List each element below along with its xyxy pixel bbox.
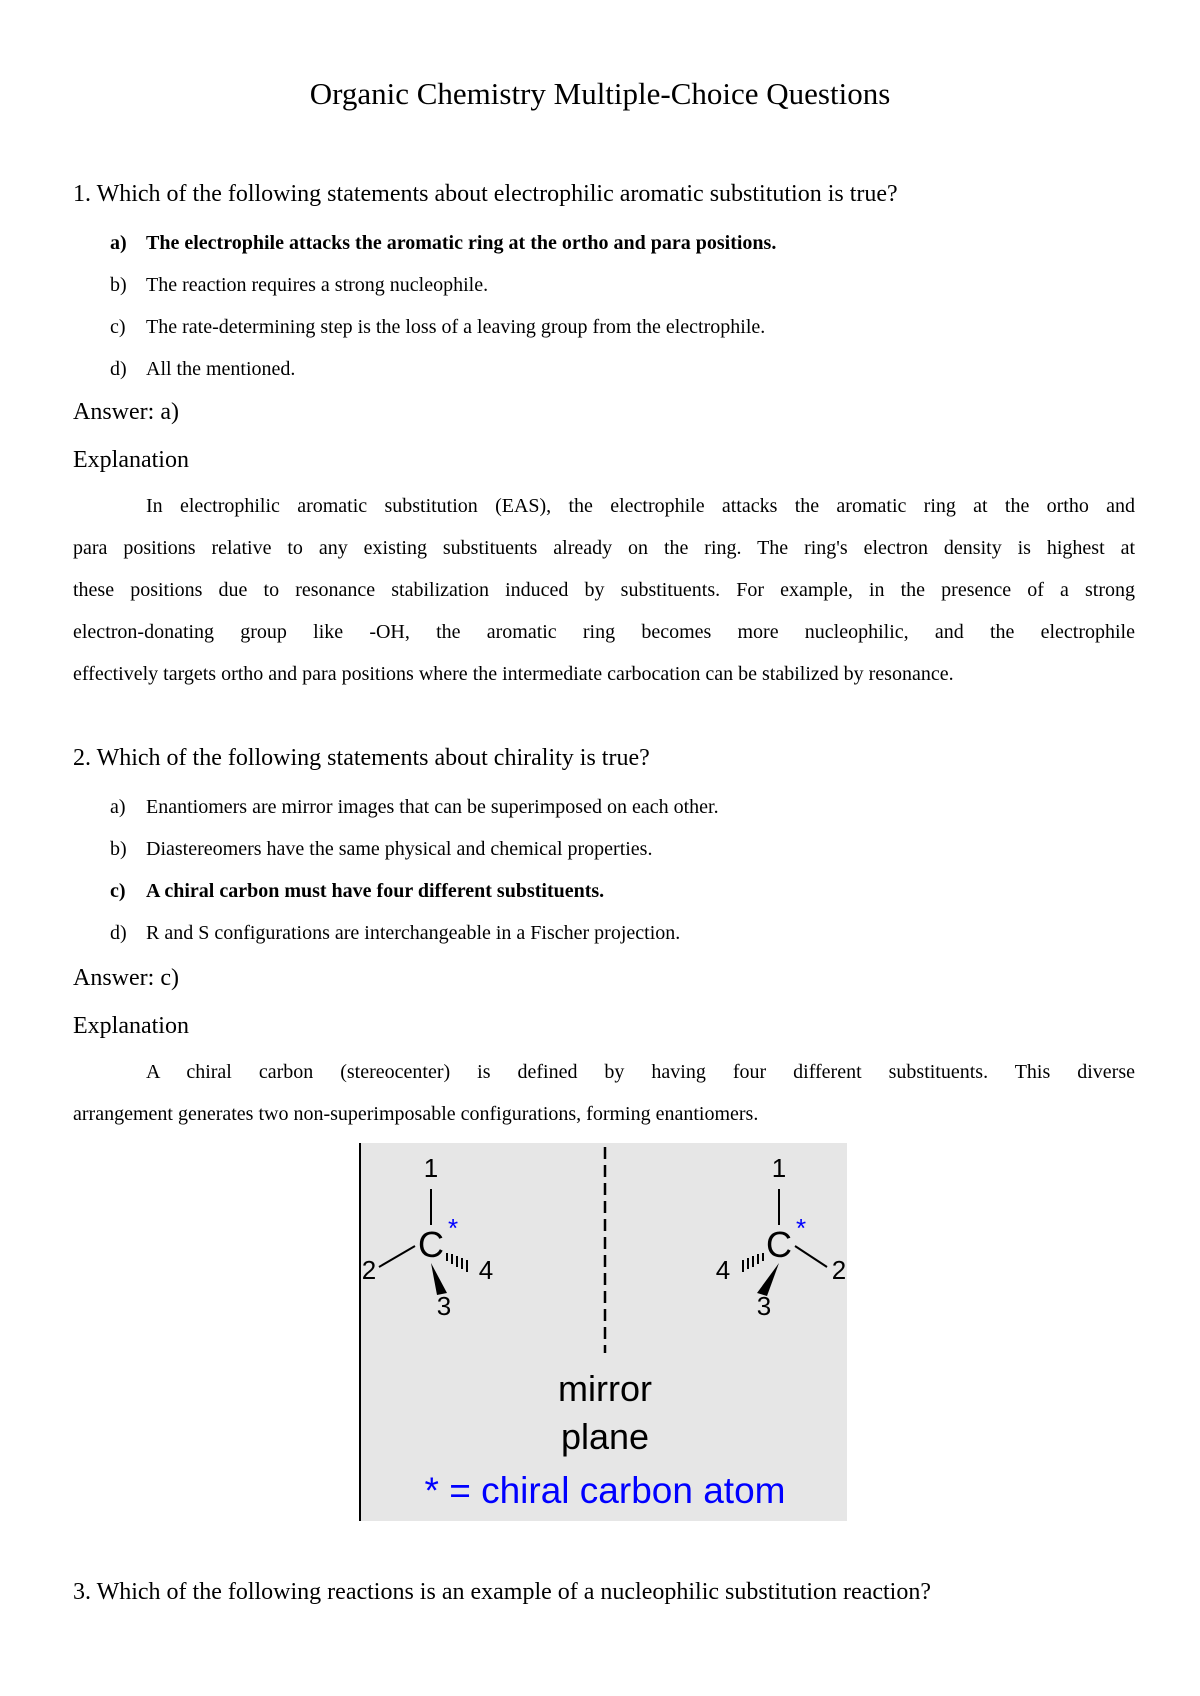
option-letter: c) — [110, 880, 126, 902]
left-chiral-star: * — [447, 1213, 459, 1243]
left-hashed-bond — [447, 1253, 467, 1272]
q2-option-a — [110, 794, 719, 820]
q2-option-c — [110, 878, 604, 904]
left-substituent-top: 1 — [423, 1153, 439, 1183]
option-text: R and S configurations are interchangeable in a Fischer projection. — [146, 922, 681, 944]
left-bond-left — [379, 1246, 415, 1267]
q2-explanation-line: A chiral carbon (stereocenter) is defined by having four different substituents. This diverse — [146, 1061, 1135, 1083]
option-letter: b) — [110, 838, 127, 860]
option-letter: c) — [110, 316, 126, 338]
question-1: 1. Which of the following statements about electrophilic aromatic substitution is true? — [73, 181, 898, 207]
left-molecule — [362, 1153, 493, 1321]
right-substituent-top: 1 — [771, 1153, 787, 1183]
option-letter: a) — [110, 232, 127, 254]
right-hashed-bond — [743, 1253, 763, 1272]
right-bond-right — [795, 1246, 827, 1267]
option-letter: a) — [110, 796, 126, 818]
option-letter: d) — [110, 922, 127, 944]
q1-option-c — [110, 314, 765, 340]
right-substituent-right: 2 — [831, 1255, 847, 1285]
chiral-legend: * = chiral carbon atom — [424, 1470, 786, 1511]
left-substituent-left: 2 — [361, 1255, 377, 1285]
option-letter: b) — [110, 274, 127, 296]
question-3: 3. Which of the following reactions is an example of a nucleophilic substitution reaction? — [73, 1579, 931, 1605]
q1-explanation-line: para positions relative to any existing substituents already on the ring. The ring's electron density is highest at — [73, 537, 1135, 559]
q1-explanation-line: these positions due to resonance stabilization induced by substituents. For example, in the presence of a strong — [73, 579, 1135, 601]
option-text: The electrophile attacks the aromatic ring at the ortho and para positions. — [146, 232, 777, 254]
q1-option-b — [110, 272, 488, 298]
right-chiral-star: * — [795, 1213, 807, 1243]
q1-option-d — [110, 356, 295, 382]
option-text: The rate-determining step is the loss of a leaving group from the electrophile. — [146, 316, 766, 338]
q1-option-a — [110, 230, 776, 256]
page-title: Organic Chemistry Multiple-Choice Questions — [309, 76, 891, 111]
question-2: 2. Which of the following statements about chirality is true? — [73, 745, 650, 771]
mirror-label-line1: mirror — [558, 1368, 652, 1409]
right-substituent-bottom: 3 — [756, 1291, 772, 1321]
q1-explanation-line: In electrophilic aromatic substitution (EAS), the electrophile attacks the aromatic ring at the ortho and — [146, 495, 1135, 517]
q1-explanation-line: effectively targets ortho and para positions where the intermediate carbocation can be stabilized by resonance. — [73, 663, 954, 685]
option-text: The reaction requires a strong nucleophile. — [146, 274, 489, 296]
q2-explanation-heading: Explanation — [73, 1013, 189, 1039]
left-carbon: C — [418, 1224, 444, 1265]
q1-answer: Answer: a) — [73, 399, 179, 425]
option-text: All the mentioned. — [146, 358, 296, 380]
option-text: A chiral carbon must have four different substituents. — [146, 880, 605, 902]
chirality-diagram — [361, 1143, 847, 1521]
right-molecule — [716, 1153, 846, 1321]
mirror-label-line2: plane — [560, 1416, 650, 1457]
q2-option-b — [110, 836, 652, 862]
q1-explanation-heading: Explanation — [73, 447, 189, 473]
q2-explanation-line: arrangement generates two non-superimposable configurations, forming enantiomers. — [73, 1103, 759, 1125]
right-substituent-left: 4 — [715, 1255, 731, 1285]
right-carbon: C — [766, 1224, 792, 1265]
left-substituent-right: 4 — [478, 1255, 494, 1285]
q1-explanation-line: electron-donating group like -OH, the aromatic ring becomes more nucleophilic, and the electrophile — [73, 621, 1135, 643]
option-text: Enantiomers are mirror images that can be superimposed on each other. — [146, 796, 719, 818]
chirality-figure — [359, 1143, 847, 1521]
left-substituent-bottom: 3 — [436, 1291, 452, 1321]
q2-option-d — [110, 920, 680, 946]
option-letter: d) — [110, 358, 127, 380]
q2-answer: Answer: c) — [73, 965, 179, 991]
option-text: Diastereomers have the same physical and chemical properties. — [146, 838, 653, 860]
